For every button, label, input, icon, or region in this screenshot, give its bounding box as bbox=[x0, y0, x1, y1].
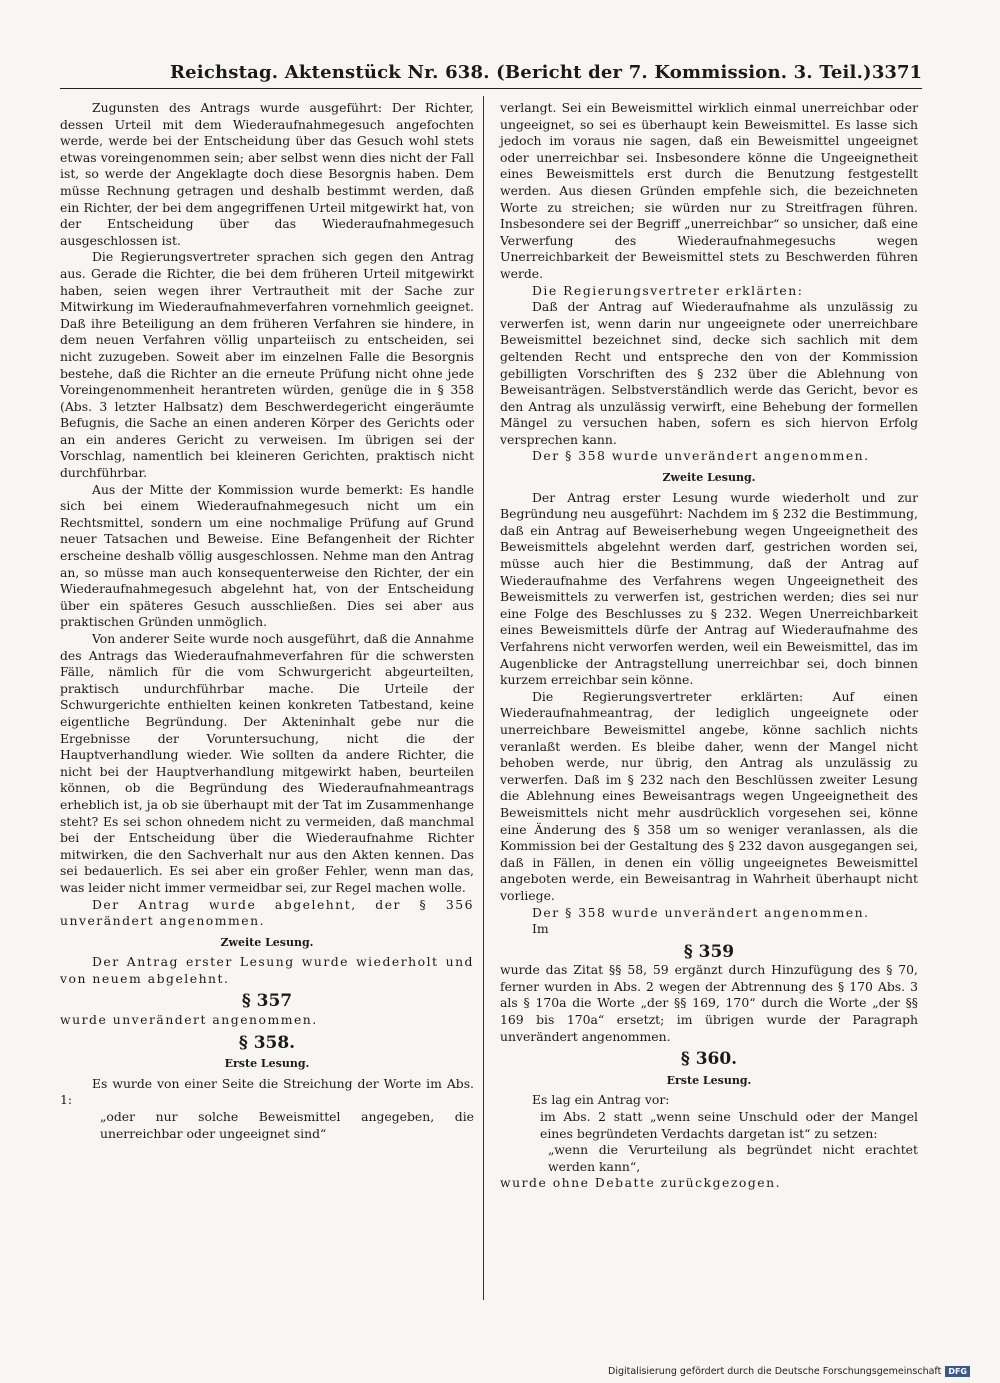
paragraph: Der § 358 wurde unverändert angenommen. bbox=[532, 904, 870, 920]
paragraph: Es wurde von einer Seite die Streichung der Worte im Abs. 1: bbox=[60, 1075, 474, 1108]
section-heading: § 359 bbox=[683, 941, 735, 962]
section-heading: § 360. bbox=[680, 1049, 738, 1070]
paragraph: Im bbox=[532, 921, 549, 937]
paragraph: Es lag ein Antrag vor: bbox=[532, 1092, 670, 1108]
subheading: Zweite Lesung. bbox=[662, 471, 756, 485]
section-heading: § 357 bbox=[241, 991, 293, 1012]
paragraph: Die Regierungsvertreter erklärten: bbox=[532, 282, 804, 298]
page-header bbox=[60, 58, 922, 89]
paragraph: Aus der Mitte der Kommission wurde bemerkt: Es handle sich bei einem Wiederaufnahmegesuch nicht um ein Rechtsmittel, sondern um eine nochmalige Prüfung auf Grund neuer Tatsachen und Beweise. Eine Befangenheit der Richter erscheine deshalb völlig ausgeschlossen. Nehme man den Antrag an, so müsse man auch konsequenterweise den Richter, der ein Wiederaufnahmegesuch abgelehnt hat, von der Entscheidung über ein späteres Gesuch ausschließen. Dies sei aber aus praktischen Gründen unmöglich. bbox=[60, 481, 474, 630]
dfg-logo-icon: DFG bbox=[945, 1366, 970, 1377]
left-column bbox=[60, 100, 474, 1142]
header-title: Reichstag. Aktenstück Nr. 638. (Bericht der 7. Kommission. 3. Teil.) bbox=[170, 62, 872, 83]
right-column bbox=[500, 100, 918, 1192]
paragraph: Daß der Antrag auf Wiederaufnahme als unzulässig zu verwerfen ist, wenn darin nur ungeeignete oder unerreichbare Beweismittel bezeichnet sind, decke sich sachlich mit dem geltenden Recht und entspreche den von der Kommission gebilligten Vorschriften des § 232 über die Ablehnung von Beweisanträgen. Selbstverständlich werde das Gericht, bevor es den Antrag als unzulässig verwirft, eine Behebung der formellen Mängel zu versuchen haben, sofern es sich hiervon Erfolg versprechen kann. bbox=[500, 299, 918, 447]
paragraph: Die Regierungsvertreter erklärten: Auf einen Wiederaufnahmeantrag, der lediglich ungeeignete oder unerreichbare Beweismittel angebe, könne sachlich nichts veranlaßt werden. Es bleibe daher, wenn der Mangel nicht behoben werde, nur übrig, den Antrag als unzulässig zu verwerfen. Daß im § 232 nach den Beschlüssen zweiter Lesung die Ablehnung eines Beweisantrags wegen Ungeeignetheit des Beweismittels nicht mehr ausdrücklich vorgesehen sei, könne eine Änderung des § 358 um so weniger veranlassen, als die Kommission bei der Gestaltung des § 232 davon ausgegangen sei, daß in Fällen, in denen ein völlig ungeeignetes Beweismittel angeboten werde, ein Beweisantrag in Wahrheit überhaupt nicht vorliege. bbox=[500, 688, 918, 903]
digitization-footer bbox=[608, 1366, 970, 1377]
paragraph: Der Antrag erster Lesung wurde wiederholt und zur Begründung neu ausgeführt: Nachdem im § 232 die Bestimmung, daß ein Antrag auf Beweiserhebung wegen Ungeeignetheit des Beweismittels abgelehnt werden darf, gestrichen worden sei, müsse auch hier die Bestimmung, daß der Antrag auf Wiederaufnahme des Verfahrens wegen Ungeeignetheit des Beweismittels zu verwerfen ist, gestrichen werden; dies sei nur eine Folge des Beschlusses zu § 232. Wegen Unerreichbarkeit eines Beweismittels dürfe der Antrag auf Wiederaufnahme des Verfahrens nicht verworfen werden, weil ein Beweismittel, das im Augenblicke der Antragstellung unerreichbar sei, doch binnen kurzem erreichbar sein könne. bbox=[500, 489, 918, 688]
paragraph: Der § 358 wurde unverändert angenommen. bbox=[532, 448, 870, 464]
paragraph: Die Regierungsvertreter sprachen sich gegen den Antrag aus. Gerade die Richter, die bei dem früheren Urteil mitgewirkt haben, seien wegen ihrer Vertrautheit mit der Sache zur Mitwirkung im Wiederaufnahmeverfahren vornehmlich geeignet. Daß ihre Beteiligung an dem früheren Verfahren sie hindere, in dem neuen Verfahren völlig unparteiisch zu entscheiden, sei nicht zuzugeben. Soweit aber im einzelnen Falle die Besorgnis bestehe, daß die Richter an die erneute Prüfung nicht ohne jede Voreingenommenheit herantreten würden, genüge die in § 358 (Abs. 3 letzter Halbsatz) dem Beschwerdegericht eingeräumte Befugnis, die Sache an einen anderen Körper des Gerichts oder an ein anderes Gericht zu verweisen. Im übrigen sei der Vorschlag, namentlich bei kleineren Gerichten, praktisch nicht durchführbar. bbox=[60, 249, 474, 481]
quotation: „oder nur solche Beweismittel angegeben, die unerreichbar oder ungeeignet sind“ bbox=[100, 1109, 474, 1141]
column-divider bbox=[483, 96, 484, 1300]
subheading: Zweite Lesung. bbox=[220, 935, 314, 949]
paragraph: wurde das Zitat §§ 58, 59 ergänzt durch Hinzufügung des § 70, ferner wurden in Abs. 2 wegen der Abtrennung des § 170 Abs. 3 als § 170a die Worte „der §§ 169, 170“ durch die Worte „der §§ 169 bis 170a“ ersetzt; im übrigen wurde der Paragraph unverändert angenommen. bbox=[500, 962, 918, 1044]
paragraph: wurde ohne Debatte zurückgezogen. bbox=[500, 1175, 782, 1191]
subheading: Erste Lesung. bbox=[666, 1073, 752, 1087]
footer-text: Digitalisierung gefördert durch die Deutsche Forschungsgemeinschaft bbox=[608, 1366, 942, 1377]
page-number: 3371 bbox=[871, 62, 922, 83]
paragraph: verlangt. Sei ein Beweismittel wirklich einmal unerreichbar oder ungeeignet, so sei es überhaupt kein Beweismittel. Es lasse sich jedoch im voraus nie sagen, daß ein Beweismittel ungeeignet oder unerreichbar sei. Insbesondere könne die Ungeeignetheit eines Beweismittels erst durch die Benutzung festgestellt werden. Aus diesen Gründen empfehle sich, die bezeichneten Worte zu streichen; sie würden nur zu Streitfragen führen. Insbesondere sei der Begriff „unerreichbar“ so unsicher, daß eine Verwerfung des Wiederaufnahmegesuchs wegen Unerreichbarkeit der Beweismittel stets zu Beschwerden führen werde. bbox=[500, 100, 918, 281]
paragraph: Von anderer Seite wurde noch ausgeführt, daß die Annahme des Antrags das Wiederaufnahmeverfahren für die schwersten Fälle, nämlich für die vom Schwurgericht abgeurteilten, praktisch undurchführbar mache. Die Urteile der Schwurgerichte enthielten keinen konkreten Tatbestand, keine eigentliche Begründung. Der Akteninhalt gebe nur die Ergebnisse der Voruntersuchung, nicht die der Hauptverhandlung wieder. Wie sollten da andere Richter, die nicht bei der Hauptverhandlung mitgewirkt haben, beurteilen können, ob die Begründung des Wiederaufnahmeantrags erheblich ist, ja ob sie überhaupt mit der Tat im Zusammenhange steht? Es sei schon ohnedem nicht zu vermeiden, daß manchmal bei der Entscheidung über die Wiederaufnahme Richter mitwirken, die den Sachverhalt nur aus den Akten kennen. Das sei bedauerlich. Es sei aber ein großer Fehler, wenn man das, was leider nicht immer vermeidbar sei, zur Regel machen wolle. bbox=[60, 631, 474, 895]
section-heading: § 358. bbox=[238, 1032, 296, 1053]
quotation: „wenn die Verurteilung als begründet nicht erachtet werden kann“, bbox=[548, 1142, 918, 1174]
quotation: im Abs. 2 statt „wenn seine Unschuld oder der Mangel eines begründeten Verdachts dargetan ist“ zu setzen: bbox=[540, 1109, 918, 1141]
paragraph: Zugunsten des Antrags wurde ausgeführt: Der Richter, dessen Urteil mit dem Wiederaufnahmegesuch angefochten werde, werde bei der Entscheidung über das Gesuch wohl stets etwas voreingenommen sein; aber selbst wenn dies nicht der Fall ist, so werde der Angeklagte doch diese Besorgnis haben. Dem müsse Rechnung getragen und deshalb bestimmt werden, daß ein Richter, der bei dem angegriffenen Urteil mitgewirkt hat, von der Entscheidung über das Wiederaufnahmegesuch ausgeschlossen ist. bbox=[60, 100, 474, 248]
paragraph: Der Antrag wurde abgelehnt, der § 356 unverändert angenommen. bbox=[60, 896, 474, 929]
subheading: Erste Lesung. bbox=[224, 1057, 310, 1071]
paragraph: wurde unverändert angenommen. bbox=[60, 1012, 318, 1028]
paragraph: Der Antrag erster Lesung wurde wiederholt und von neuem abgelehnt. bbox=[60, 954, 474, 986]
